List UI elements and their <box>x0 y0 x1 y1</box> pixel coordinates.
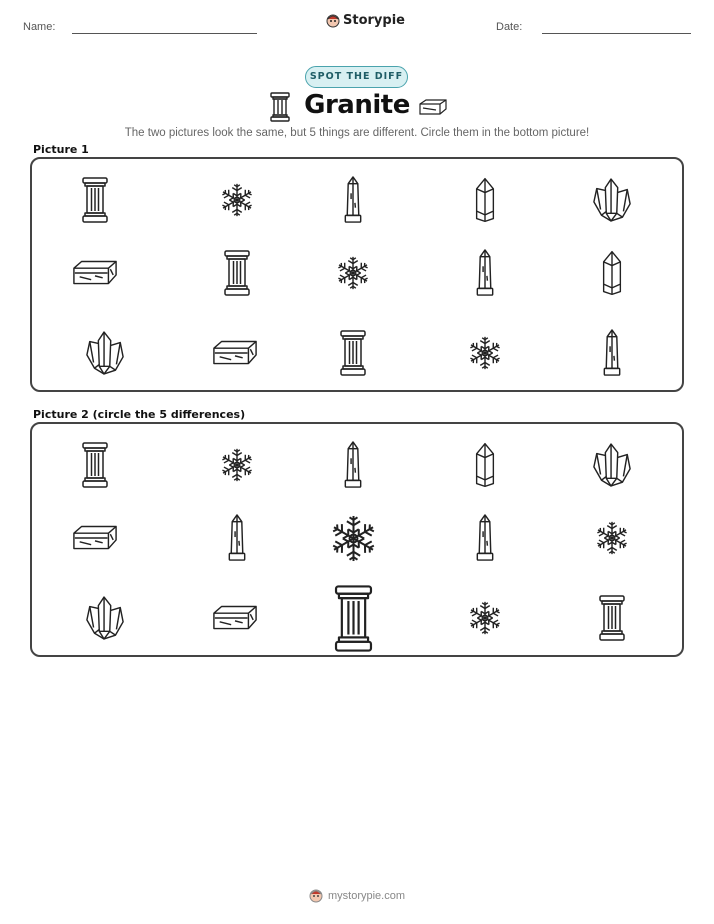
granite-slab-icon[interactable] <box>212 604 258 637</box>
picture-2-label: Picture 2 (circle the 5 differences) <box>33 408 246 421</box>
granite-slab-icon[interactable] <box>72 524 118 557</box>
granite-slab-icon <box>72 259 118 292</box>
snowflake-icon[interactable] <box>327 512 380 570</box>
pillar-icon[interactable] <box>81 442 109 493</box>
snowflake-icon <box>466 334 504 377</box>
date-line[interactable] <box>542 33 691 34</box>
obelisk-icon <box>474 249 496 302</box>
crystal-cluster-icon <box>592 177 632 228</box>
pillar-icon[interactable] <box>333 585 374 657</box>
crystal-cluster-icon[interactable] <box>592 442 632 493</box>
pillar-icon <box>81 177 109 228</box>
instructions: The two pictures look the same, but 5 things are different. Circle them in the bottom picture! <box>124 127 590 139</box>
spot-the-diff-badge: SPOT THE DIFF <box>305 66 408 88</box>
footer <box>0 888 714 903</box>
obelisk-icon[interactable] <box>342 441 364 494</box>
pillar-icon[interactable] <box>598 595 626 646</box>
page-title: Granite <box>304 90 410 120</box>
snowflake-icon <box>334 254 372 297</box>
picture-1-panel <box>30 157 684 392</box>
picture-2-panel[interactable] <box>30 422 684 657</box>
brand-name: Storypie <box>343 13 405 28</box>
pillar-icon <box>270 92 290 122</box>
crystal-cluster-icon[interactable] <box>85 595 125 646</box>
name-label: Name: <box>23 21 56 33</box>
pillar-icon <box>223 250 251 301</box>
snowflake-icon[interactable] <box>593 519 631 562</box>
snowflake-icon[interactable] <box>218 446 256 489</box>
obelisk-icon <box>601 329 623 382</box>
snowflake-icon <box>218 181 256 224</box>
crystal-shard-icon[interactable] <box>472 442 498 493</box>
mascot-icon <box>326 13 340 28</box>
mascot-icon <box>309 888 323 903</box>
crystal-shard-icon <box>472 177 498 228</box>
pillar-icon <box>339 330 367 381</box>
obelisk-icon <box>342 176 364 229</box>
granite-slab-icon <box>418 98 448 116</box>
footer-site[interactable]: mystorypie.com <box>327 889 406 902</box>
crystal-shard-icon <box>599 250 625 301</box>
name-line[interactable] <box>72 33 257 34</box>
crystal-cluster-icon <box>85 330 125 381</box>
granite-slab-icon <box>212 339 258 372</box>
obelisk-icon[interactable] <box>474 514 496 567</box>
brand-logo <box>326 13 405 28</box>
snowflake-icon[interactable] <box>466 599 504 642</box>
obelisk-icon[interactable] <box>226 514 248 567</box>
date-label: Date: <box>496 21 523 33</box>
picture-1-label: Picture 1 <box>33 143 89 156</box>
